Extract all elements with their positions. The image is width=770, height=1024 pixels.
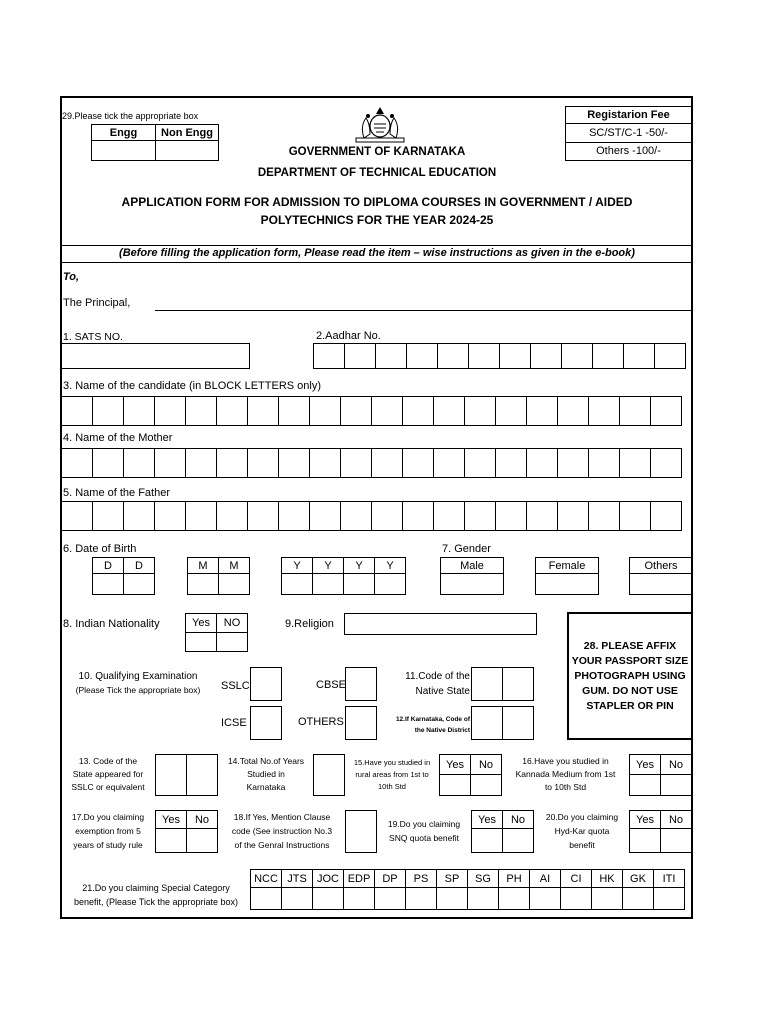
category-checkbox-ci[interactable] [560,887,592,910]
letter-box[interactable] [526,448,558,478]
q19-yes-label: Yes [471,810,503,829]
letter-box[interactable] [433,448,465,478]
letter-box[interactable] [557,448,589,478]
nationality-label: 8. Indian Nationality [63,618,160,630]
aadhar-digit-box[interactable] [313,343,345,369]
letter-box[interactable] [557,501,589,531]
category-checkbox-sg[interactable] [467,887,499,910]
category-boxes [250,887,685,910]
q16-yes-label: Yes [629,754,661,775]
letter-box[interactable] [588,396,620,426]
letter-box[interactable] [464,448,496,478]
q16-line3: to 10th Std [544,782,587,792]
aadhar-digit-box[interactable] [344,343,376,369]
letter-box[interactable] [371,448,403,478]
aadhar-digit-box[interactable] [654,343,686,369]
letter-box[interactable] [340,448,372,478]
q19-no-label: No [502,810,534,829]
dob-m1-label: M [187,557,219,574]
letter-box[interactable] [650,501,682,531]
q20-line2: Hyd-Kar quota [554,826,610,836]
q14-box[interactable] [313,754,345,796]
letter-box[interactable] [526,396,558,426]
letter-box[interactable] [650,448,682,478]
letter-box[interactable] [309,448,341,478]
q17-no-box[interactable] [186,828,218,853]
sats-label: 1. SATS NO. [63,331,123,343]
letter-box[interactable] [433,396,465,426]
letter-box[interactable] [123,501,155,531]
instruction-banner: (Before filling the application form, Please read the item – wise instructions as given in the e-book) [119,247,635,259]
qualifying-hint: (Please Tick the appropriate box) [75,685,201,695]
q16-no-box[interactable] [660,774,692,796]
religion-input[interactable] [344,613,537,635]
aadhar-digit-box[interactable] [406,343,438,369]
letter-box[interactable] [619,501,651,531]
form-title-line1: APPLICATION FORM FOR ADMISSION TO DIPLOMA COURSES IN GOVERNMENT / AIDED [121,195,633,209]
dob-day-box[interactable] [92,573,124,595]
gender-others-box[interactable] [629,573,693,595]
q20-yes-label: Yes [629,810,661,829]
q18-box[interactable] [345,810,377,853]
aadhar-digit-box[interactable] [499,343,531,369]
dob-m2-label: M [218,557,250,574]
q20-yes-box[interactable] [629,828,661,853]
non-engg-label: Non Engg [155,124,219,141]
native-district-label2: the Native District [414,727,470,734]
govt-title: GOVERNMENT OF KARNATAKA [288,146,466,158]
q21-line2: benefit, (Please Tick the appropriate box) [73,897,239,907]
nationality-no-label: NO [216,613,248,633]
to-label: To, [63,271,80,283]
letter-box[interactable] [278,501,310,531]
category-label-gk: GK [622,869,654,888]
letter-box[interactable] [433,501,465,531]
principal-line[interactable] [155,310,692,311]
icse-checkbox[interactable] [250,706,282,740]
letter-box[interactable] [185,501,217,531]
category-label-hk: HK [591,869,623,888]
aadhar-digit-box[interactable] [623,343,655,369]
q20-no-box[interactable] [660,828,692,853]
q17-line3: years of study rule [73,840,143,850]
religion-label: 9.Religion [285,618,334,630]
dob-y4-label: Y [374,557,406,574]
letter-box[interactable] [278,396,310,426]
letter-box[interactable] [464,501,496,531]
q16-no-label: No [660,754,692,775]
dob-d2-label: D [123,557,155,574]
candidate-boxes [61,396,682,426]
q16-line2: Kannada Medium from 1st [515,769,616,779]
category-label-dp: DP [374,869,406,888]
aadhar-digit-box[interactable] [530,343,562,369]
category-checkbox-dp[interactable] [374,887,406,910]
letter-box[interactable] [619,396,651,426]
photo-instructions: 28. PLEASE AFFIX YOUR PASSPORT SIZE PHOTOGRAPH USING GUM. DO NOT USE STAPLER OR PIN [571,640,689,712]
letter-box[interactable] [309,396,341,426]
q13-line1: 13. Code of the [78,756,138,766]
native-district-box[interactable] [502,706,534,740]
q20-line1: 20.Do you claiming [545,812,619,822]
dob-y1-label: Y [281,557,313,574]
category-label-ci: CI [560,869,592,888]
q13-box[interactable] [155,754,187,796]
letter-box[interactable] [247,396,279,426]
letter-box[interactable] [588,448,620,478]
q15-no-label: No [470,754,502,775]
father-boxes [61,501,682,531]
category-checkbox-sp[interactable] [436,887,468,910]
q17-line1: 17.Do you claiming [71,812,145,822]
stream-instruction: 29.Please tick the appropriate box [62,111,199,121]
fee-others: Others -100/- [596,145,661,157]
letter-box[interactable] [185,448,217,478]
category-label-sp: SP [436,869,468,888]
letter-box[interactable] [92,396,124,426]
native-state-label1: 11.Code of the [405,671,470,682]
gender-female-box[interactable] [535,573,599,595]
category-checkbox-ph[interactable] [498,887,530,910]
letter-box[interactable] [61,396,93,426]
category-checkbox-hk[interactable] [591,887,623,910]
native-state-box[interactable] [471,667,503,701]
q16-line1: 16.Have you studied in [522,756,609,766]
aadhar-digit-box[interactable] [561,343,593,369]
q21-line1: 21.Do you claiming Special Category [82,883,230,893]
q15-yes-box[interactable] [439,774,471,796]
letter-box[interactable] [402,448,434,478]
native-state-label2: Native State [415,686,470,697]
letter-box[interactable] [464,396,496,426]
sslc-label: SSLC [221,680,250,692]
dob-d1-label: D [92,557,124,574]
q14-line3: Karnataka [246,782,286,792]
sslc-checkbox[interactable] [250,667,282,701]
category-checkbox-ps[interactable] [405,887,437,910]
cbse-label: CBSE [316,679,346,691]
letter-box[interactable] [588,501,620,531]
nationality-yes-box[interactable] [185,632,217,652]
q13-line2: State appeared for [72,769,144,779]
letter-box[interactable] [557,396,589,426]
q18-line1: 18.If Yes, Mention Clause [233,812,331,822]
letter-box[interactable] [278,448,310,478]
icse-label: ICSE [221,717,247,729]
letter-box[interactable] [619,448,651,478]
q14-line1: 14.Total No.of Years [227,756,305,766]
letter-box[interactable] [495,448,527,478]
letter-box[interactable] [123,448,155,478]
qualifying-label: 10. Qualifying Examination [78,671,198,682]
dob-month-box[interactable] [218,573,250,595]
letter-box[interactable] [154,448,186,478]
letter-box[interactable] [402,501,434,531]
letter-box[interactable] [123,396,155,426]
category-checkbox-jts[interactable] [281,887,313,910]
dob-y3-label: Y [343,557,375,574]
category-label-iti: ITI [653,869,685,888]
category-checkbox-ncc[interactable] [250,887,282,910]
aadhar-digit-box[interactable] [437,343,469,369]
dob-year-box[interactable] [374,573,406,595]
q15-line1: 15.Have you studied in [353,758,431,767]
category-label-ai: AI [529,869,561,888]
aadhar-label: 2.Aadhar No. [316,330,381,342]
category-checkbox-gk[interactable] [622,887,654,910]
q19-yes-box[interactable] [471,828,503,853]
letter-box[interactable] [154,501,186,531]
letter-box[interactable] [495,501,527,531]
aadhar-boxes [313,343,686,369]
letter-box[interactable] [185,396,217,426]
dob-y2-label: Y [312,557,344,574]
q19-line2: SNQ quota benefit [389,833,459,843]
q14-line2: Studied in [247,769,285,779]
q20-no-label: No [660,810,692,829]
native-district-box[interactable] [471,706,503,740]
gender-others-label: Others [629,557,693,574]
aadhar-digit-box[interactable] [592,343,624,369]
others-qual-checkbox[interactable] [345,706,377,740]
q15-yes-label: Yes [439,754,471,775]
dob-year-box[interactable] [343,573,375,595]
gender-female-label: Female [535,557,599,574]
letter-box[interactable] [371,396,403,426]
dob-month-box[interactable] [187,573,219,595]
q15-no-box[interactable] [470,774,502,796]
letter-box[interactable] [650,396,682,426]
category-checkbox-iti[interactable] [653,887,685,910]
mother-label: 4. Name of the Mother [63,432,173,444]
category-checkbox-ai[interactable] [529,887,561,910]
gender-male-label: Male [440,557,504,574]
q13-line3: SSLC or equivalent [71,782,145,792]
aadhar-digit-box[interactable] [375,343,407,369]
letter-box[interactable] [92,448,124,478]
letter-box[interactable] [216,501,248,531]
letter-box[interactable] [309,501,341,531]
principal-label: The Principal, [63,297,131,309]
letter-box[interactable] [495,396,527,426]
aadhar-digit-box[interactable] [468,343,500,369]
letter-box[interactable] [154,396,186,426]
letter-box[interactable] [61,501,93,531]
q19-line1: 19.Do you claiming [387,819,461,829]
native-district-label1: 12.If Karnataka, Code of [395,716,470,723]
cbse-checkbox[interactable] [345,667,377,701]
q13-box[interactable] [186,754,218,796]
letter-box[interactable] [247,501,279,531]
category-label-joc: JOC [312,869,344,888]
nationality-no-box[interactable] [216,632,248,652]
letter-box[interactable] [340,501,372,531]
category-label-ncc: NCC [250,869,282,888]
category-label-ps: PS [405,869,437,888]
category-label-edp: EDP [343,869,375,888]
letter-box[interactable] [92,501,124,531]
q17-yes-box[interactable] [155,828,187,853]
fee-reserved: SC/ST/C-1 -50/- [589,127,668,139]
dept-title: DEPARTMENT OF TECHNICAL EDUCATION [257,167,497,179]
others-qual-label: OTHERS [298,716,344,728]
q17-no-label: No [186,810,218,829]
father-label: 5. Name of the Father [63,487,170,499]
q15-line3: 10th Std [378,782,406,791]
category-labels [250,869,685,888]
letter-box[interactable] [526,501,558,531]
nationality-yes-label: Yes [185,613,217,633]
letter-box[interactable] [61,448,93,478]
native-state-box[interactable] [502,667,534,701]
form-title-line2: POLYTECHNICS FOR THE YEAR 2024-25 [260,213,494,227]
letter-box[interactable] [371,501,403,531]
category-checkbox-edp[interactable] [343,887,375,910]
mother-boxes [61,448,682,478]
engg-label: Engg [91,124,156,141]
q16-yes-box[interactable] [629,774,661,796]
letter-box[interactable] [340,396,372,426]
letter-box[interactable] [216,448,248,478]
q17-line2: exemption from 5 [75,826,141,836]
sats-input[interactable] [61,343,250,369]
category-checkbox-joc[interactable] [312,887,344,910]
category-label-ph: PH [498,869,530,888]
letter-box[interactable] [247,448,279,478]
dob-year-box[interactable] [312,573,344,595]
dob-year-box[interactable] [281,573,313,595]
letter-box[interactable] [216,396,248,426]
q18-line3: of the Genral Instructions [234,840,330,850]
q18-line2: code (See instruction No.3 [231,826,333,836]
category-label-jts: JTS [281,869,313,888]
gender-label: 7. Gender [442,543,491,555]
q20-line3: benefit [569,840,595,850]
category-label-sg: SG [467,869,499,888]
fee-title: Registarion Fee [587,109,670,121]
dob-label: 6. Date of Birth [63,543,137,555]
candidate-label: 3. Name of the candidate (in BLOCK LETTERS only) [63,380,322,392]
letter-box[interactable] [402,396,434,426]
dob-day-box[interactable] [123,573,155,595]
q17-yes-label: Yes [155,810,187,829]
gender-male-box[interactable] [440,573,504,595]
q15-line2: rural areas from 1st to [355,770,429,779]
q19-no-box[interactable] [502,828,534,853]
